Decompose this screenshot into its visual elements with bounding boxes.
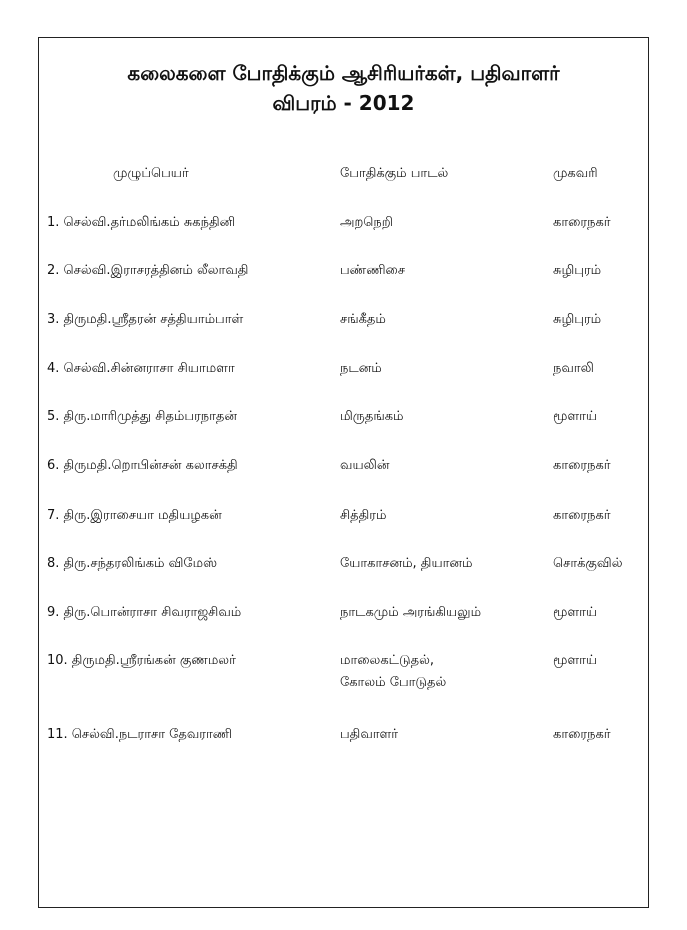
row-11-subject: பதிவாளர்	[340, 727, 399, 742]
row-4-name: 4. செல்வி.சின்னராசா சியாமளா	[47, 361, 235, 376]
row-8-subject: யோகாசனம், தியானம்	[340, 556, 473, 571]
row-4-address: நவாலி	[553, 361, 594, 376]
header-address: முகவரி	[553, 166, 598, 181]
title-line-2: விபரம் - 2012	[272, 91, 415, 115]
row-8-name: 8. திரு.சந்தரலிங்கம் விமேஸ்	[47, 556, 218, 571]
row-2-name: 2. செல்வி.இராசரத்தினம் லீலாவதி	[47, 263, 249, 278]
row-10-name: 10. திருமதி.ஸ்ரீரங்கன் குணமலர்	[47, 653, 236, 668]
row-10-subject	[340, 650, 446, 694]
row-1-name: 1. செல்வி.தர்மலிங்கம் சுகந்தினி	[47, 215, 236, 230]
header-subject: போதிக்கும் பாடல்	[340, 166, 449, 181]
row-7-address: காரைநகர்	[553, 508, 611, 523]
row-2-subject: பண்ணிசை	[340, 263, 406, 278]
row-5-subject: மிருதங்கம்	[340, 409, 404, 424]
row-10-subject-line-2: கோலம் போடுதல்	[340, 675, 447, 690]
row-1-subject: அறநெறி	[340, 215, 393, 230]
row-10-subject-line-1: மாலைகட்டுதல்,	[340, 653, 435, 668]
row-11-address: காரைநகர்	[553, 727, 611, 742]
row-7-name: 7. திரு.இராசையா மதியழகன்	[47, 508, 222, 523]
row-11-name: 11. செல்வி.நடராசா தேவராணி	[47, 727, 233, 742]
title-line-1: கலைகளை போதிக்கும் ஆசிரியர்கள், பதிவாளர்	[127, 61, 560, 85]
row-8-address: சொக்குவில்	[553, 556, 623, 571]
row-3-address: சுழிபுரம்	[553, 312, 602, 327]
row-9-name: 9. திரு.பொன்ராசா சிவராஜசிவம்	[47, 605, 242, 620]
row-4-subject: நடனம்	[340, 361, 382, 376]
document-title	[38, 58, 649, 118]
row-7-subject: சித்திரம்	[340, 508, 387, 523]
row-6-name: 6. திருமதி.றொபின்சன் கலாசக்தி	[47, 458, 238, 473]
header-full-name: முழுப்பெயர்	[113, 166, 189, 181]
row-10-address: மூளாய்	[553, 653, 598, 668]
row-3-name: 3. திருமதி.ஸ்ரீதரன் சத்தியாம்பாள்	[47, 312, 244, 327]
row-9-address: மூளாய்	[553, 605, 598, 620]
row-2-address: சுழிபுரம்	[553, 263, 602, 278]
row-3-subject: சங்கீதம்	[340, 312, 386, 327]
row-5-name: 5. திரு.மாரிமுத்து சிதம்பரநாதன்	[47, 409, 237, 424]
row-6-subject: வயலின்	[340, 458, 390, 473]
row-6-address: காரைநகர்	[553, 458, 611, 473]
row-5-address: மூளாய்	[553, 409, 598, 424]
row-1-address: காரைநகர்	[553, 215, 611, 230]
row-9-subject: நாடகமும் அரங்கியலும்	[340, 605, 482, 620]
